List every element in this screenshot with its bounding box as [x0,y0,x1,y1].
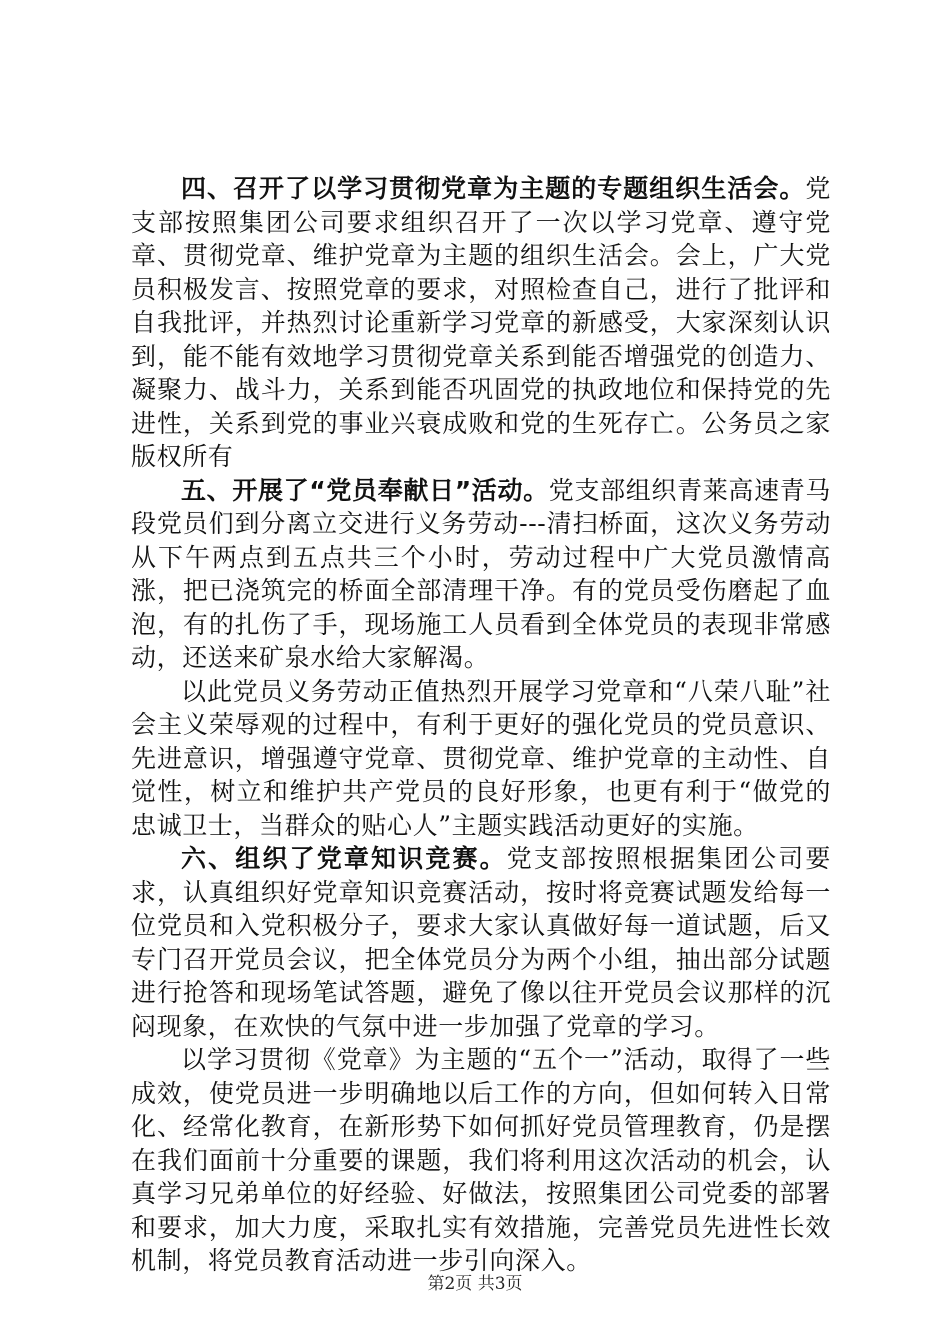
paragraph-5-continued-text: 以此党员义务劳动正值热烈开展学习党章和“八荣八耻”社会主义荣辱观的过程中，有利于更好的强化党员的党员意识、先进意识，增强遵守党章、贯彻党章、维护党章的主动性、自觉性，树立和维护共产党员的良好形象，也更有利于“做党的忠诚卫士，当群众的贴心人”主题实践活动更好的实施。 [131,676,831,840]
paragraph-5-continued [131,675,831,843]
page-number: 第2页 [427,1274,473,1294]
paragraph-summary [131,1043,831,1278]
paragraph-5 [131,474,831,675]
paragraph-6 [131,842,831,1043]
document-body [131,172,831,1278]
page-footer [0,1272,950,1296]
paragraph-5-text: 党支部组织青莱高速青马段党员们到分离立交进行义务劳动---清扫桥面，这次义务劳动从下午两点到五点共三个小时，劳动过程中广大党员激情高涨，把已浇筑完的桥面全部清理干净。有的党员受伤磨起了血泡，有的扎伤了手，现场施工人员看到全体党员的表现非常感动，还送来矿泉水给大家解渴。 [131,475,831,672]
paragraph-6-text: 党支部按照根据集团公司要求，认真组织好党章知识竞赛活动，按时将竞赛试题发给每一位党员和入党积极分子，要求大家认真做好每一道试题，后又专门召开党员会议，把全体党员分为两个小组，抽出部分试题进行抢答和现场笔试答题，避免了像以往开党员会议那样的沉闷现象，在欢快的气氛中进一步加强了党章的学习。 [131,844,832,1041]
paragraph-4-text: 党支部按照集团公司要求组织召开了一次以学习党章、遵守党章、贯彻党章、维护党章为主题的组织生活会。会上，广大党员积极发言、按照党章的要求，对照检查自己，进行了批评和自我批评，并热烈讨论重新学习党章的新感受，大家深刻认识到，能不能有效地学习贯彻党章关系到能否增强党的创造力、凝聚力、战斗力，关系到能否巩固党的执政地位和保持党的先进性，关系到党的事业兴衰成败和党的生死存亡。公务员之家版权所有 [131,174,831,471]
page-total: 共3页 [477,1274,523,1294]
paragraph-5-heading: 五、开展了“党员奉献日”活动。 [181,475,549,505]
paragraph-4-heading: 四、召开了以学习贯彻党章为主题的专题组织生活会。 [181,174,806,203]
paragraph-6-heading: 六、组织了党章知识竞赛。 [181,844,507,873]
paragraph-4 [131,172,831,474]
paragraph-summary-text: 以学习贯彻《党章》为主题的“五个一”活动，取得了一些成效，使党员进一步明确地以后工作的方向，但如何转入日常化、经常化教育，在新形势下如何抓好党员管理教育，仍是摆在我们面前十分重要的课题，我们将利用这次活动的机会，认真学习兄弟单位的好经验、好做法，按照集团公司党委的部署和要求，加大力度，采取扎实有效措施，完善党员先进性长效机制，将党员教育活动进一步引向深入。 [131,1045,831,1275]
